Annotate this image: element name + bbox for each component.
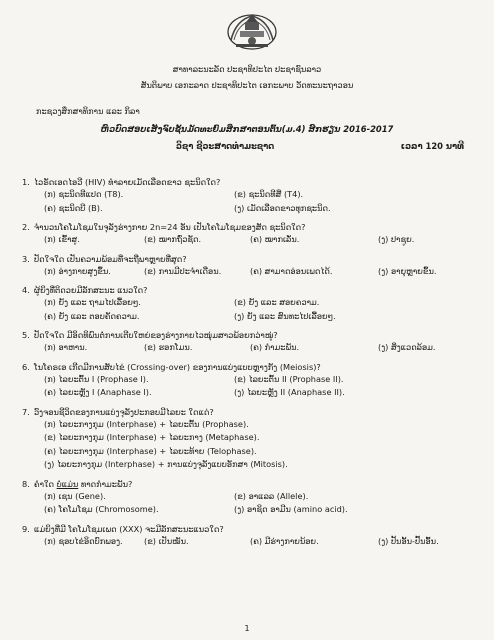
answer-option: (ກ) ຊອບໄຂ່ອິດບົກພອງ. [44,535,123,546]
lao-national-emblem-icon [226,10,278,50]
answer-option: (ງ) ປັ້ນອັ້ນ-ປົ້ນອົ້ນ. [378,535,439,546]
question-text: ປັດໃຈໃດ ເປັນຄວາມພ້ອມທີ່ຈະຖືພາຫຼາຍທີ່ສຸດ? [34,253,187,264]
country-name: ສາທາລະນະລັດ ປະຊາທິປະໄຕ ປະຊາຊົນລາວ [172,64,322,74]
question-3 [22,253,474,279]
answer-options [44,233,474,247]
national-motto: ສັນຕິພາບ ເອກະລາດ ປະຊາທິປະໄຕ ເອກະພາບ ວັດທະນະຖາວອນ [140,80,354,90]
question-text-part: ທາດກຳມະພັນ? [78,478,133,489]
question-7 [22,406,474,472]
answer-option: (ຄ) ສາມາດອ່ອນເພດໄດ້. [250,265,333,276]
question-stem [22,284,474,296]
answer-option: (ຄ) ກຳມະພັນ. [250,342,300,352]
ministry-name: ກະຊວງສຶກສາທິການ ແລະ ກິລາ [36,106,140,116]
question-number: 1. [22,177,30,187]
answer-options [44,490,474,517]
question-stem [22,523,474,535]
answer-option: (ຄ) ຍັງ ແລະ ຕອບຄັດຄວາມ. [44,310,140,321]
question-stem [22,361,474,373]
answer-option: (ງ) ໄລຍະກາງກຸມ (Interphase) + ການແບ່ງຈຸລັງແບບອັກສາ (Mitosis). [44,459,288,469]
subject-row [0,141,494,153]
answer-option: (ກ) ເຂົ້າສູ. [44,234,80,244]
question-stem [22,329,474,341]
answer-option: (ກ) ໄລຍະຕົ້ນ I (Prophase I). [44,373,149,384]
question-stem [22,221,474,233]
answer-options [44,341,474,355]
answer-option: (ຂ) ເປັນໝັນ. [144,535,189,546]
answer-option: (ກ) ຊະນິດທີແປດ (T8). [44,189,124,199]
answer-option: (ຂ) ການມີປະຈຳເດືອນ. [144,265,222,276]
answer-option: (ຄ) ມີຮ່າງກາຍນ້ອຍ. [250,535,319,546]
question-number: 5. [22,330,30,340]
answer-option: (ຂ) ໄລຍະກາງກຸມ (Interphase) + ໄລຍະກາງ (Metaphase). [44,432,260,442]
question-number: 8. [22,478,30,489]
question-number: 4. [22,285,30,295]
answer-options [44,188,474,215]
question-stem [22,406,474,418]
answer-option: (ກ) ອ່າງກາຍສູງຂຶ້ນ. [44,265,111,276]
question-text: ວົງຈອນຊີວິດຂອງການແບ່ງຈຸລັງປະກອບມີໄລຍະ ໃດແດ່? [34,406,214,417]
question-stem [22,478,474,490]
question-text: ປັດໃຈໃດ ມີອິດທິພົນຕໍ່ການເຕີບໃຫຍ່ຂອງຮ່າງກາຍໄວໜຸ່ມສາວພ້ອຍກວ່າໝູ່? [34,330,278,340]
answer-option: (ຂ) ໝາກຖົ່ວຊັດ. [144,234,202,244]
answer-option: (ຄ) ໄລຍະກາງກຸມ (Interphase) + ໄລຍະທ້າຍ (Telophase). [44,445,257,456]
question-text: ໄວຣັດເອດໄອວີ (HIV) ທຳລາຍເມັດເລືອດຂາວ ຊະນິດໃດ? [34,177,221,187]
question-list [22,176,474,554]
answer-option: (ຂ) ຊະນິດທີສີ່ (T4). [234,189,304,199]
answer-option: (ຄ) ໄລຍະຫຼັງ I (Anaphase I). [44,387,152,397]
answer-option: (ກ) ໄລຍະກາງກຸມ (Interphase) + ໄລຍະຕົ້ນ (Prophase). [44,418,249,429]
page-number: 1 [244,624,250,633]
question-number: 9. [22,523,30,534]
question-5 [22,329,474,355]
answer-option: (ງ) ປາຊູຍ. [378,234,415,244]
answer-option: (ງ) ເມັດເລືອດຂາວທຸກຊະນິດ. [234,202,331,213]
answer-option: (ຂ) ຮອກໂມນ. [144,342,193,352]
question-2 [22,221,474,247]
answer-options [44,373,474,400]
exam-title: ຫົວບົດສອບເສັງຈົບຊັ້ນມັດທະຍົມສຶກສາຕອນຕົ້ນ(ມ.4) ສົກຮຽນ 2016-2017 [100,124,394,134]
question-number: 7. [22,406,30,417]
question-stem [22,176,474,188]
answer-option: (ຄ) ໝາກເລັ່ນ. [250,234,300,244]
question-text: ຈຳນວນໂຄໂມໂຊມໃນຈຸລັງຮ່າງກາຍ 2n=24 ອັນ ເປັນໂຄໂມໂຊມຂອງສັດ ຊະນິດໃດ? [34,222,306,232]
answer-option: (ຂ) ອາແລລ (Allele). [234,490,309,501]
answer-option: (ງ) ໄລຍະຫຼັງ II (Anaphase II). [234,387,345,397]
answer-option: (ຄ) ຊະນິດບີ (B). [44,202,103,213]
question-4 [22,284,474,323]
question-text [34,478,132,490]
answer-option: (ຂ) ໄລຍະຕົ້ນ II (Prophase II). [234,373,344,384]
question-text-part: ຄຳໃດ [34,478,57,489]
question-number: 3. [22,253,30,264]
question-number: 2. [22,222,30,232]
answer-option: (ກ) ເຊນ (Gene). [44,490,106,501]
answer-option: (ງ) ຍັງ ແລະ ສົນທະໄປເລື້ອຍໆ. [234,310,336,321]
question-9 [22,523,474,549]
subject-label: ວິຊາ ຊີວະສາດທຳມະຊາດ [176,141,275,151]
question-emphasis: ບໍ່ແມ່ນ [56,478,79,489]
question-stem [22,253,474,265]
question-number: 6. [22,361,30,372]
answer-option: (ຄ) ໂຄໂມໂຊມ (Chromosome). [44,504,159,514]
answer-options [44,418,474,472]
answer-options [44,296,474,323]
question-8 [22,478,474,517]
question-6 [22,361,474,400]
time-limit: ເວລາ 120 ນາທີ [400,141,464,151]
answer-option: (ງ) ອາຊິດ ອາມີນ (amino acid). [234,504,348,514]
answer-option: (ຂ) ຍັງ ແລະ ສອຍຄວາມ. [234,297,320,307]
answer-options [44,535,474,549]
answer-option: (ກ) ຍັງ ແລະ ຖາມໄປເລື້ອຍໆ. [44,297,142,307]
answer-option: (ງ) ສິ່ງແວດລ້ອມ. [378,342,436,352]
question-text: ຜູ້ຍິງທີ່ຕິດວຍມີລັກສະນະ ແນວໃດ? [34,285,148,295]
answer-option: (ກ) ອາຫານ. [44,342,88,352]
question-1 [22,176,474,215]
answer-options [44,265,474,279]
question-text: ໂນໂຄຣເອ ເກີດມີການສັບໄຂ່ (Crossing-over) ຂອງການແບ່ງແບບຫຼາງກັງ (Meiosis)? [34,361,321,372]
question-text: ແມ່ຍິງທີ່ມີ ໂຄໂມໂຊມເພດ (XXX) ຈະມີລັກສະນະແນວໃດ? [34,523,224,534]
answer-option: (ງ) ອາຍຸຫຼາຍຂຶ້ນ. [378,265,437,276]
